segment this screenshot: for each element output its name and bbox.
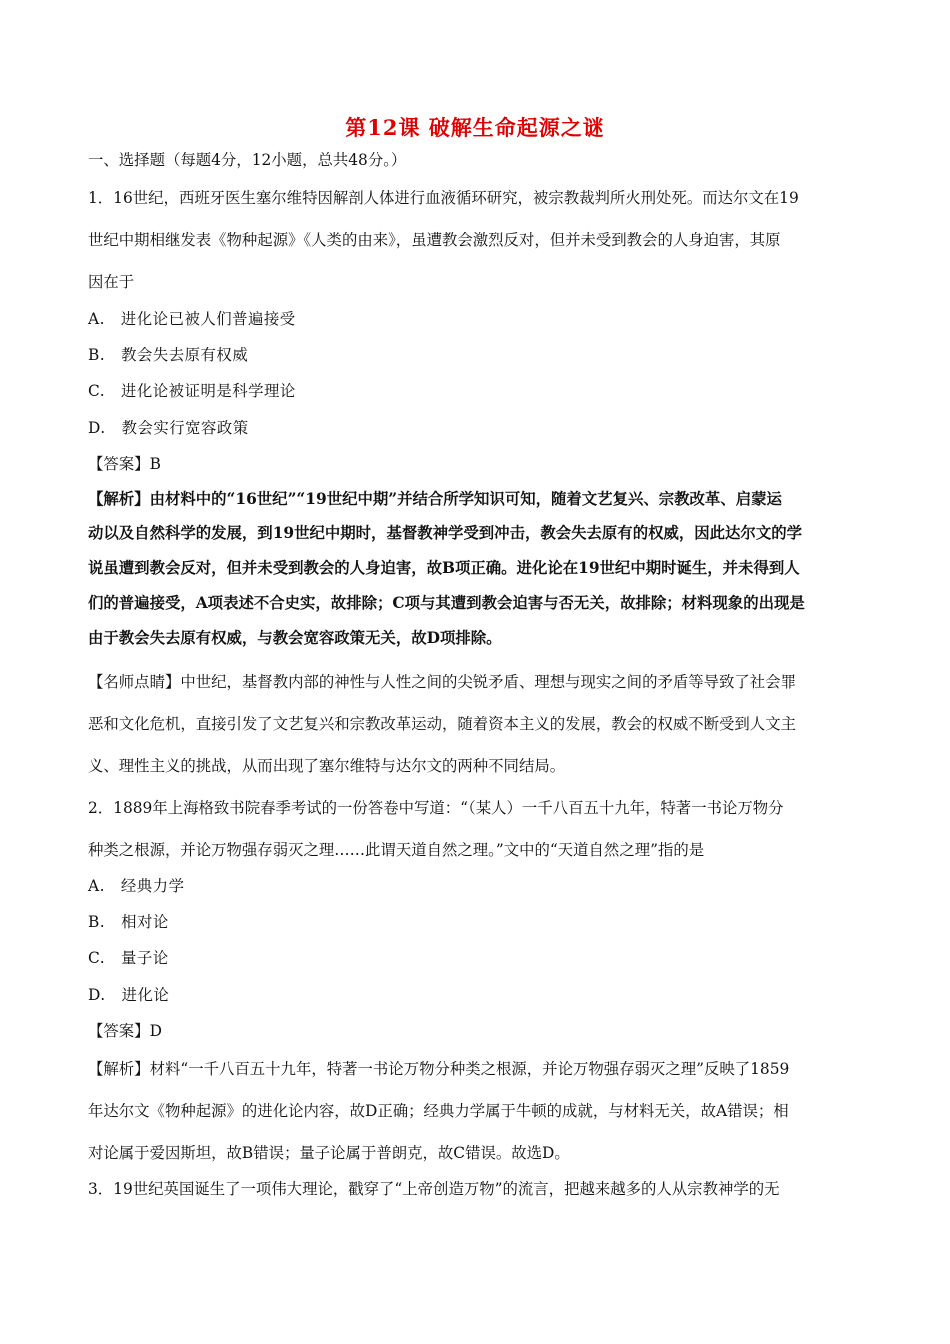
q1-analysis-line: 们的普遍接受，A项表述不合史实，故排除；C项与其遭到教会迫害与否无关，故排除；材料现象的出现是 bbox=[88, 594, 805, 612]
q1-stem-line: 1．16世纪，西班牙医生塞尔维特因解剖人体进行血液循环研究，被宗教裁判所火刑处死。而达尔文在19 bbox=[88, 189, 799, 207]
q2-answer: 【答案】D bbox=[88, 1022, 162, 1040]
q2-stem-line: 种类之根源，并论万物强存弱灭之理……此谓天道自然之理。”文中的“天道自然之理”指的是 bbox=[88, 841, 705, 859]
q1-analysis-line: 动以及自然科学的发展，到19世纪中期时，基督教神学受到冲击，教会失去原有的权威，因此达尔文的学 bbox=[88, 524, 802, 542]
q2-stem-line: 2．1889年上海格致书院春季考试的一份答卷中写道：“（某人）一千八百五十九年，特著一书论万物分 bbox=[88, 799, 784, 817]
q1-answer: 【答案】B bbox=[88, 455, 161, 473]
q3-stem-line: 3．19世纪英国诞生了一项伟大理论，戳穿了“上帝创造万物”的流言，把越来越多的人从宗教神学的无 bbox=[88, 1180, 780, 1198]
q1-analysis-line: 说虽遭到教会反对，但并未受到教会的人身迫害，故B项正确。进化论在19世纪中期时诞生，并未得到人 bbox=[88, 559, 800, 577]
q2-analysis-line: 年达尔文《物种起源》的进化论内容，故D正确；经典力学属于牛顿的成就，与材料无关，故A错误；相 bbox=[88, 1102, 789, 1120]
q2-option-b: B. 相对论 bbox=[88, 913, 169, 931]
q1-option-d: D. 教会实行宽容政策 bbox=[88, 419, 249, 437]
q1-option-b: B. 教会失去原有权威 bbox=[88, 346, 249, 364]
q1-analysis-line: 由于教会失去原有权威，与教会宽容政策无关，故D项排除。 bbox=[88, 629, 502, 647]
section-heading: 一、选择题（每题4分，12小题，总共48分。） bbox=[88, 151, 407, 169]
q1-tip-line: 义、理性主义的挑战，从而出现了塞尔维特与达尔文的两种不同结局。 bbox=[88, 757, 566, 775]
q1-tip-line: 恶和文化危机，直接引发了文艺复兴和宗教改革运动，随着资本主义的发展，教会的权威不断受到人文主 bbox=[88, 715, 796, 733]
q1-analysis-line: 【解析】由材料中的“16世纪”“19世纪中期”并结合所学知识可知，随着文艺复兴、宗教改革、启蒙运 bbox=[88, 490, 782, 508]
q1-stem-line: 世纪中期相继发表《物种起源》《人类的由来》，虽遭教会激烈反对，但并未受到教会的人身迫害，其原 bbox=[88, 231, 781, 249]
q1-stem-line: 因在于 bbox=[88, 273, 135, 291]
q2-analysis-line: 对论属于爱因斯坦，故B错误；量子论属于普朗克，故C错误。故选D。 bbox=[88, 1144, 570, 1162]
q1-option-c: C. 进化论被证明是科学理论 bbox=[88, 382, 296, 400]
q1-tip-line: 【名师点睛】中世纪，基督教内部的神性与人性之间的尖锐矛盾、理想与现实之间的矛盾等导致了社会罪 bbox=[88, 673, 796, 691]
q2-option-d: D. 进化论 bbox=[88, 986, 170, 1004]
q2-option-c: C. 量子论 bbox=[88, 949, 169, 967]
q2-option-a: A. 经典力学 bbox=[88, 877, 185, 895]
q1-option-a: A. 进化论已被人们普遍接受 bbox=[88, 310, 296, 328]
q2-analysis-line: 【解析】材料“一千八百五十九年，特著一书论万物分种类之根源，并论万物强存弱灭之理”反映了1859 bbox=[88, 1060, 790, 1078]
lesson-title: 第12课 破解生命起源之谜 bbox=[345, 115, 605, 140]
